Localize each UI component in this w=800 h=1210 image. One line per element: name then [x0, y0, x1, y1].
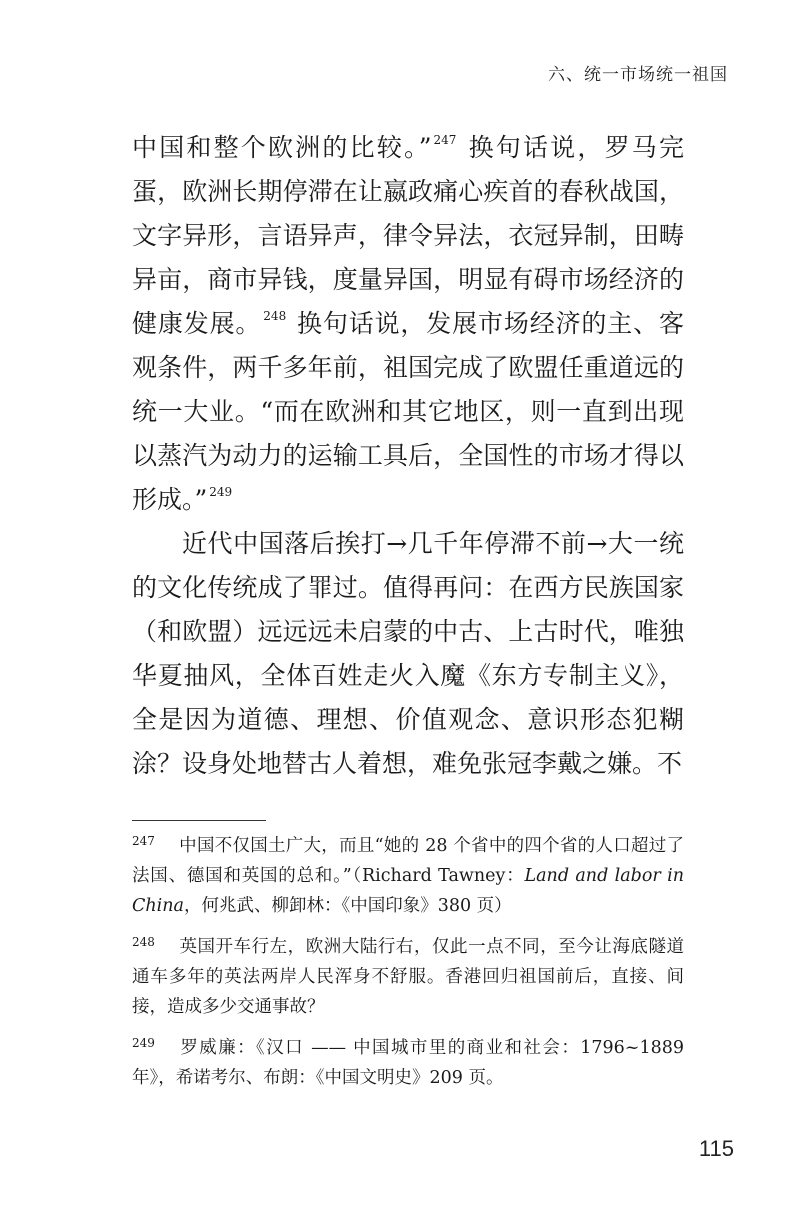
footnote-ref-247[interactable]: 247	[433, 133, 457, 147]
paragraph-1-part-b: 换句话说，罗马完蛋，欧洲长期停滞在让嬴政痛心疾首的春秋战国，文字异形，言语异声，律令异法，衣冠异制，田畴异亩，商市异钱，度量异国，明显有碍市场经济的健康发展。	[132, 133, 684, 338]
footnote-number: 249	[132, 1036, 155, 1050]
paragraph-1-part-a: 中国和整个欧洲的比较。”	[132, 133, 432, 162]
paragraph-2: 近代中国落后挨打→几千年停滞不前→大一统的文化传统成了罪过。值得再问：在西方民族国家（和欧盟）远远远未启蒙的中古、上古时代，唯独华夏抽风，全体百姓走火入魔《东方专制主义》，全是因为道德、理想、价值观念、意识形态犯糊涂？设身处地替古人着想，难免张冠李戴之嫌。不	[132, 529, 684, 778]
footnote-number: 247	[132, 834, 155, 848]
footnote-248	[132, 927, 684, 1022]
paragraph-1	[132, 126, 684, 522]
body-text	[132, 126, 684, 786]
paragraph-1-part-c: 换句话说，发展市场经济的主、客观条件，两千多年前，祖国完成了欧盟任重道远的统一大业。“而在欧洲和其它地区，则一直到出现以蒸汽为动力的运输工具后，全国性的市场才得以形成。”	[132, 309, 684, 514]
footnote-book-title: Land and labor in China	[132, 866, 684, 916]
footnote-ref-249[interactable]: 249	[209, 485, 233, 499]
footnote-text-cont: ，何兆武、柳卸林：《中国印象》380 页）	[183, 896, 512, 916]
footnote-ref-248[interactable]: 248	[263, 309, 287, 323]
footnotes	[132, 826, 684, 1099]
footnote-text: 中国不仅国土广大，而且“她的 28 个省中的四个省的人口超过了法国、德国和英国的总和。”（Richard Tawney：	[132, 836, 684, 886]
footnote-number: 248	[132, 935, 155, 949]
running-head: 六、统一市场统一祖国	[548, 65, 728, 85]
footnote-247	[132, 826, 684, 921]
page-number: 115	[698, 1136, 734, 1161]
footnote-divider	[132, 820, 266, 821]
footnote-text: 罗威廉：《汉口 —— 中国城市里的商业和社会：1796~1889 年》，希诺考尔、布朗：《中国文明史》209 页。	[132, 1038, 684, 1088]
footnote-249	[132, 1028, 684, 1093]
footnote-text: 英国开车行左，欧洲大陆行右，仅此一点不同，至今让海底隧道通车多年的英法两岸人民浑身不舒服。香港回归祖国前后，直接、间接，造成多少交通事故？	[132, 937, 684, 1017]
